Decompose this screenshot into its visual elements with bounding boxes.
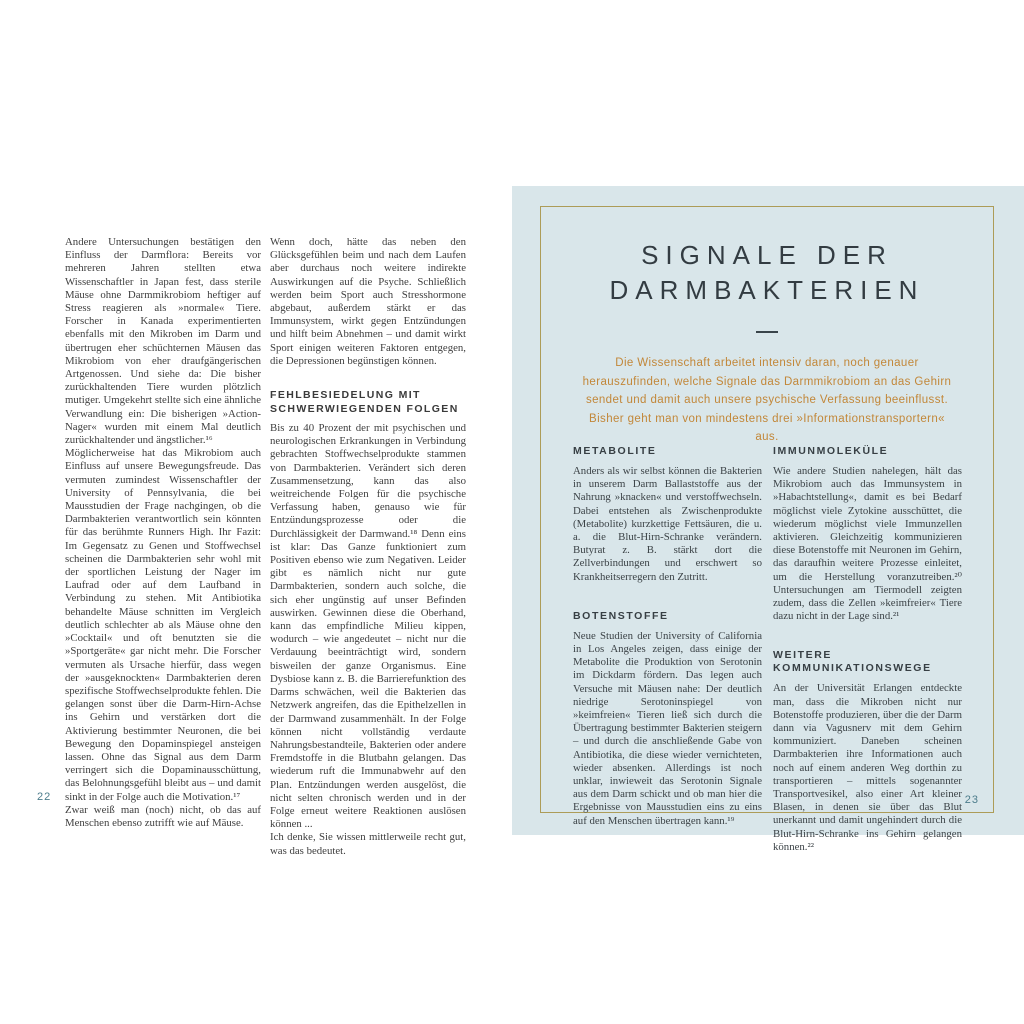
divider-dash — [756, 331, 778, 333]
section-heading-weitere-kommunikationswege: WEITERE KOMMUNIKATIONSWEGE — [773, 649, 932, 675]
section-heading-fehlbesiedelung: FEHLBESIEDELUNG MIT SCHWERWIEGENDEN FOLGEN — [270, 389, 459, 415]
chapter-intro: Die Wissenschaft arbeitet intensiv daran, noch genauer herauszufinden, welche Signale das Darmmikrobiom an das Gehirn sendet und damit auch unsere psychische Verfassung beeinflusst. Bisher geht man von mindestens drei »Informationstransportern« aus. — [582, 357, 952, 443]
section-botenstoffe — [573, 610, 762, 828]
section-metabolite — [573, 445, 762, 584]
section-immunmolekuele — [773, 445, 962, 623]
paragraph: Ich denke, Sie wissen mittlerweile recht gut, was das bedeutet. — [270, 831, 466, 857]
page-number-left: 22 — [37, 791, 52, 803]
section-heading-metabolite: METABOLITE — [573, 445, 657, 457]
paragraph: Andere Untersuchungen bestätigen den Einfluss der Darmflora: Bereits vor mehreren Jahren stellten etwa Wissenschaftler in Japan fest, dass sterile Mäuse ohne Darmmikrobiom heftiger auf Stress reagieren als »normale« Tiere. Forscher in Kanada experimentierten ebenfalls mit den Mikroben im Darm und übertrugen eher schüchternen Mäusen das Mikrobiom von eher draufgängerischen Artgenossen. Und siehe da: Die bisher zurückhaltenden Tiere wurden plötzlich mutiger. Umgekehrt stellte sich eine ähnliche Verwandlung ein: Die bisherigen »Action-Nager« wurden mit einem Mal deutlich zurückhaltender und ängstlicher.¹⁶ — [65, 236, 261, 447]
section-heading-immunmolekuele: IMMUNMOLEKÜLE — [773, 445, 889, 457]
right-column-1 — [573, 445, 762, 880]
chapter-title-line2: DARMBAKTERIEN — [609, 275, 925, 305]
page-number-right: 23 — [964, 794, 979, 806]
right-columns — [541, 445, 993, 880]
section-weitere-kommunikationswege — [773, 649, 962, 854]
left-column-2 — [270, 236, 466, 858]
right-page — [512, 186, 1024, 853]
chapter-title-line1: SIGNALE DER — [641, 240, 893, 270]
gold-border-box — [540, 206, 994, 853]
paragraph: Möglicherweise hat das Mikrobiom auch Einfluss auf unsere Bewegungsfreude. Das vermuten zumindest Wissenschaftler der University of Pennsylvania, die bei Mausstudien der Frage nachgingen, ob die Darmbakterien verantwortlich sein könnten für das berühmte Runners High. Ihr Fazit: Im Gegensatz zu Genen und Stoffwechsel scheinen die Darmbakterien sehr wohl mit der sportlichen Leistung der Nager im Laufrad oder auf dem Laufband in Verbindung zu stehen. Mit Antibiotika behandelte Mäuse schnitten im Vergleich deutlich schlechter ab als Mäuse ohne den »Cocktail« und oft benutzten sie die »Sportgeräte« gar nicht mehr. Die Forscher vermuten als Ursache hierfür, dass wegen der »ausgeknockten« Darmbakterien deren spezifische Stoffwechselprodukte fehlen. Die gelangen sonst über die Darm-Hirn-Achse ins Gehirn und verstärken dort die Aktivierung bestimmter Neuronen, die bei Bewegung den Dopaminspiegel ansteigen lassen. Ohne das Signal aus dem Darm verringert sich die Dopaminausschüttung, das Belohnungsgefühl bleibt aus – und damit sinkt in der Folge auch die Motivation.¹⁷ — [65, 447, 261, 803]
paragraph: Anders als wir selbst können die Bakterien in unserem Darm Ballaststoffe aus der Nahrung »knacken« und verstoffwechseln. Dabei entstehen als Zwischenprodukte (Metabolite) kurzkettige Fettsäuren, die u. a. die Blut-Hirn-Schranke verändern. Butyrat z. B. stärkt dort die Zellverbindungen und erschwert so Krankheitserregern den Zutritt. — [573, 465, 762, 583]
section-heading-botenstoffe: BOTENSTOFFE — [573, 609, 669, 622]
paragraph: Wenn doch, hätte das neben den Glücksgefühlen beim und nach dem Laufen aber durchaus noch weitere indirekte Auswirkungen auf die Psyche. Schließlich werden beim Sport auch Stresshormone abgebaut, außerdem stärkt er das Immunsystem, wirkt gegen Entzündungen und hilft beim Abnehmen – und damit wirkt Sport einigen weiteren Faktoren entgegen, die Depressionen begünstigen können. — [270, 236, 466, 367]
left-column-1 — [65, 236, 261, 830]
right-column-2 — [773, 445, 962, 880]
paragraph: Neue Studien der University of California in Los Angeles zeigen, dass einige der Metabolite die Produktion von Serotonin im Dickdarm fördern. Das legen auch Versuche mit Mäusen nahe: Der deutlich niedrige Serotoninspiegel von »keimfreien« Tieren ließ sich durch die Übertragung bestimmter Bakterien steigern – und durch die anschließende Gabe von Antibiotika, die diese wieder vernichteten, wieder absenken. Allerdings ist noch unklar, inwieweit das Serotonin Signale aus dem Darm schickt und ob man hier die Ergebnisse von Mausstudien eins zu eins auf den Menschen übertragen kann.¹⁹ — [573, 629, 762, 827]
paragraph: An der Universität Erlangen entdeckte man, dass die Mikroben nicht nur Botenstoffe produzieren, über die der Darm dann via Vagusnerv mit dem Gehirn kommuniziert. Daneben scheinen Darmbakterien ihre Informationen auch noch auf einem anderen Weg dorthin zu transportieren – mittels sogenannter Transportvesikel, also einer Art kleiner Blasen, in denen sie über das Blut unerkannt und damit ungehindert durch die Blut-Hirn-Schranke ins Gehirn gelangen können.²² — [773, 682, 962, 853]
chapter-title — [541, 238, 993, 308]
paragraph: Bis zu 40 Prozent der mit psychischen und neurologischen Erkrankungen in Verbindung gebrachten Stoffwechselprodukte stammen von Darmbakterien. Verändert sich deren Zusammensetzung, kann das also weitreichende Folgen für die psychische Verfassung haben, genauso wie für Entzündungsprozesse oder die Durchlässigkeit der Darmwand.¹⁸ Denn eins ist klar: Das Ganze funktioniert zum Positiven ebenso wie zum Negativen. Leider gibt es nämlich nicht nur gute Darmbakterien, sondern auch solche, die sich eher ungünstig auf unser Befinden auswirken. Gewinnen diese die Oberhand, kann das empfindliche Milieu kippen, wodurch – wie angedeutet – nicht nur die Verdauung beeinträchtigt wird, sondern bisweilen der ganze Organismus. Eine Dysbiose kann z. B. die Barrierefunktion des Darms schwächen, weil die Bakterien das Netzwerk angreifen, das die Epithelzellen in der Darmwand zusammenhält. In der Folge können nicht vollständig verdaute Nahrungsbestandteile, Bakterien oder andere Fremdstoffe in die Blutbahn gelangen. Das wiederum ruft die Immunabwehr auf den Plan. Entzündungen werden ausgelöst, die nicht selten chronisch werden und in der Folge erneut weitere Reaktionen auslösen können ... — [270, 422, 466, 831]
paragraph: Zwar weiß man (noch) nicht, ob das auf Menschen ebenso zutrifft wie auf Mäuse. — [65, 803, 261, 829]
paragraph: Wie andere Studien nahelegen, hält das Mikrobiom auch das Immunsystem in »Habachtstellung«, damit es bei Bedarf möglichst viele Zytokine ausschüttet, die wiederum möglichst viele Immunzellen aktivieren. Gleichzeitig kommunizieren diese Botenstoffe mit Neuronen im Gehirn, das daraufhin weitere Prozesse einleitet, um die Herstellung voranzutreiben.²⁰ Untersuchungen am Tiermodell zeigten zudem, dass die Zellen »keimfreier« Tiere dazu nicht in der Lage sind.²¹ — [773, 465, 962, 623]
